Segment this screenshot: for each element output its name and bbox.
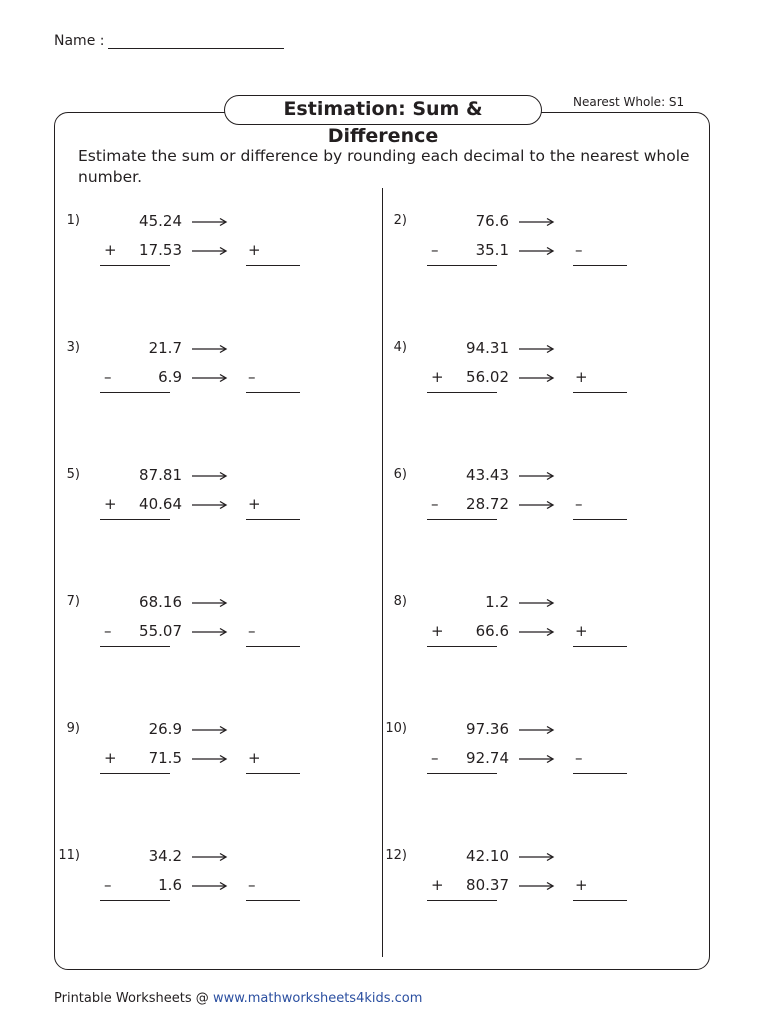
- arrow-icon: [519, 627, 555, 637]
- arrow-icon: [519, 217, 555, 227]
- answer-blank[interactable]: [573, 773, 627, 774]
- answer-operator: +: [248, 241, 261, 259]
- problem-number: 6): [393, 467, 407, 482]
- problem-2: [379, 212, 709, 292]
- problem-underline: [100, 265, 170, 266]
- arrow-icon: [519, 881, 555, 891]
- second-number: 1.6: [158, 876, 182, 894]
- instructions: Estimate the sum or difference by rounding each decimal to the nearest whole number.: [78, 147, 690, 186]
- arrow-icon: [192, 881, 228, 891]
- answer-blank[interactable]: [246, 900, 300, 901]
- first-number: 42.10: [466, 847, 509, 865]
- arrow-icon: [519, 246, 555, 256]
- problem-underline: [100, 392, 170, 393]
- arrow-icon: [519, 598, 555, 608]
- answer-operator: +: [575, 368, 588, 386]
- second-number: 56.02: [466, 368, 509, 386]
- operator: –: [431, 241, 439, 259]
- second-number: 71.5: [148, 749, 182, 767]
- second-number: 40.64: [139, 495, 182, 513]
- second-number: 80.37: [466, 876, 509, 894]
- operator: –: [104, 622, 112, 640]
- level-label: Nearest Whole: S1: [573, 95, 685, 109]
- answer-blank[interactable]: [573, 900, 627, 901]
- problem-underline: [100, 519, 170, 520]
- second-number: 28.72: [466, 495, 509, 513]
- footer: [54, 991, 422, 1006]
- answer-blank[interactable]: [246, 392, 300, 393]
- first-number: 26.9: [148, 720, 182, 738]
- problem-number: 5): [66, 467, 80, 482]
- operator: –: [431, 495, 439, 513]
- operator: –: [431, 749, 439, 767]
- problem-4: [379, 339, 709, 419]
- answer-operator: –: [248, 876, 256, 894]
- problem-number: 2): [393, 213, 407, 228]
- arrow-icon: [519, 344, 555, 354]
- first-number: 68.16: [139, 593, 182, 611]
- answer-operator: +: [575, 622, 588, 640]
- answer-blank[interactable]: [246, 773, 300, 774]
- arrow-icon: [192, 598, 228, 608]
- answer-operator: –: [575, 495, 583, 513]
- first-number: 34.2: [148, 847, 182, 865]
- second-number: 17.53: [139, 241, 182, 259]
- footer-prefix: Printable Worksheets @: [54, 991, 213, 1006]
- problem-6: [379, 466, 709, 546]
- arrow-icon: [192, 852, 228, 862]
- arrow-icon: [519, 754, 555, 764]
- problem-number: 10): [385, 721, 407, 736]
- arrow-icon: [519, 725, 555, 735]
- problem-number: 8): [393, 594, 407, 609]
- problem-5: [52, 466, 382, 546]
- problem-9: [52, 720, 382, 800]
- second-number: 92.74: [466, 749, 509, 767]
- problem-number: 7): [66, 594, 80, 609]
- first-number: 76.6: [475, 212, 509, 230]
- answer-blank[interactable]: [573, 519, 627, 520]
- first-number: 97.36: [466, 720, 509, 738]
- arrow-icon: [192, 754, 228, 764]
- problem-underline: [427, 646, 497, 647]
- second-number: 35.1: [475, 241, 509, 259]
- first-number: 45.24: [139, 212, 182, 230]
- problem-number: 11): [58, 848, 80, 863]
- operator: –: [104, 368, 112, 386]
- operator: +: [431, 368, 444, 386]
- problem-underline: [427, 519, 497, 520]
- answer-operator: –: [575, 241, 583, 259]
- problem-number: 3): [66, 340, 80, 355]
- first-number: 43.43: [466, 466, 509, 484]
- problem-underline: [427, 773, 497, 774]
- arrow-icon: [192, 373, 228, 383]
- arrow-icon: [192, 344, 228, 354]
- answer-blank[interactable]: [573, 646, 627, 647]
- first-number: 21.7: [148, 339, 182, 357]
- answer-operator: –: [248, 368, 256, 386]
- answer-operator: +: [248, 749, 261, 767]
- problem-3: [52, 339, 382, 419]
- answer-operator: –: [575, 749, 583, 767]
- first-number: 87.81: [139, 466, 182, 484]
- problem-8: [379, 593, 709, 673]
- arrow-icon: [519, 373, 555, 383]
- problem-underline: [100, 646, 170, 647]
- answer-operator: +: [248, 495, 261, 513]
- operator: –: [104, 876, 112, 894]
- operator: +: [104, 241, 117, 259]
- operator: +: [431, 622, 444, 640]
- answer-blank[interactable]: [246, 646, 300, 647]
- arrow-icon: [192, 217, 228, 227]
- arrow-icon: [192, 627, 228, 637]
- problem-number: 12): [385, 848, 407, 863]
- problem-underline: [427, 392, 497, 393]
- operator: +: [104, 749, 117, 767]
- problem-1: [52, 212, 382, 292]
- arrow-icon: [519, 852, 555, 862]
- answer-blank[interactable]: [246, 519, 300, 520]
- second-number: 66.6: [475, 622, 509, 640]
- second-number: 6.9: [158, 368, 182, 386]
- problem-number: 9): [66, 721, 80, 736]
- arrow-icon: [519, 500, 555, 510]
- first-number: 1.2: [485, 593, 509, 611]
- operator: +: [431, 876, 444, 894]
- problem-11: [52, 847, 382, 927]
- answer-blank[interactable]: [573, 265, 627, 266]
- arrow-icon: [192, 500, 228, 510]
- second-number: 55.07: [139, 622, 182, 640]
- answer-operator: –: [248, 622, 256, 640]
- worksheet-title: Estimation: Sum & Difference: [224, 95, 542, 125]
- problem-number: 4): [393, 340, 407, 355]
- problem-underline: [427, 900, 497, 901]
- operator: +: [104, 495, 117, 513]
- answer-blank[interactable]: [246, 265, 300, 266]
- problem-12: [379, 847, 709, 927]
- arrow-icon: [519, 471, 555, 481]
- answer-blank[interactable]: [573, 392, 627, 393]
- first-number: 94.31: [466, 339, 509, 357]
- problem-underline: [100, 900, 170, 901]
- arrow-icon: [192, 471, 228, 481]
- problem-10: [379, 720, 709, 800]
- problem-number: 1): [66, 213, 80, 228]
- footer-link[interactable]: www.mathworksheets4kids.com: [212, 991, 423, 1006]
- arrow-icon: [192, 246, 228, 256]
- answer-operator: +: [575, 876, 588, 894]
- problem-7: [52, 593, 382, 673]
- arrow-icon: [192, 725, 228, 735]
- problem-underline: [427, 265, 497, 266]
- problem-underline: [100, 773, 170, 774]
- name-label: Name :: [54, 33, 105, 49]
